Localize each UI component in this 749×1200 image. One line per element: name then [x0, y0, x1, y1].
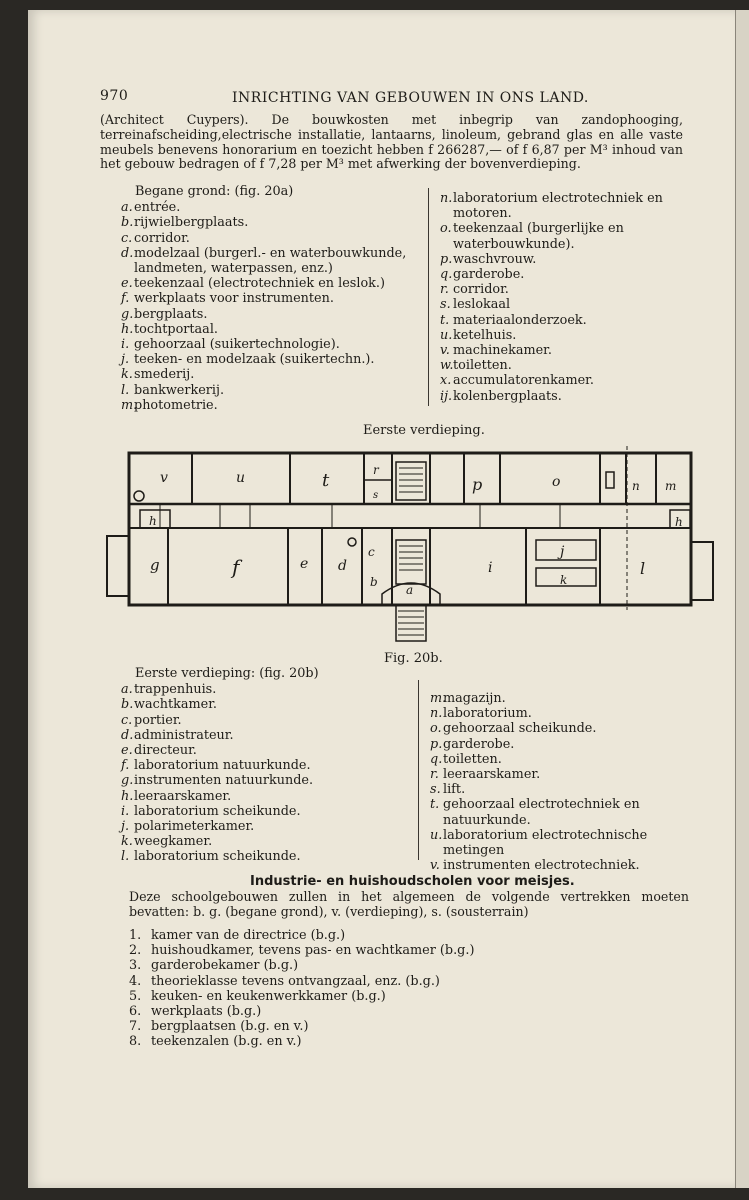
- column-divider: [428, 188, 429, 406]
- legend-key: 6.: [129, 1004, 142, 1020]
- legend-text: magazijn.: [443, 691, 506, 706]
- legend-text: wachtkamer.: [134, 697, 218, 713]
- legend-text: trappenhuis.: [134, 682, 217, 698]
- legend-text: teeken- en modelzaak (suikertechn.).: [134, 352, 375, 368]
- legend-key: i.: [121, 337, 130, 353]
- legend-item: [129, 989, 474, 1004]
- plan-label: h: [675, 515, 683, 529]
- legend-item: [121, 337, 417, 352]
- legend-item: [121, 682, 411, 697]
- floor-plan-drawing: [100, 446, 720, 646]
- legend-key: j.: [121, 352, 130, 368]
- legend-text: bankwerkerij.: [134, 382, 225, 398]
- plan-label: b: [370, 575, 378, 589]
- legend-item: [121, 383, 417, 398]
- legend-item: [129, 974, 474, 989]
- plan-label: j: [560, 544, 565, 560]
- plan-label: h: [149, 514, 157, 528]
- legend-text: gehoorzaal scheikunde.: [443, 721, 597, 737]
- legend-item: [440, 267, 708, 282]
- legend-item: [121, 291, 417, 306]
- legend-item: [440, 191, 708, 221]
- legend-key: o.: [430, 721, 442, 737]
- legend-key: u.: [430, 827, 443, 843]
- legend-key: n.: [430, 706, 443, 722]
- legend-text: accumulatorenkamer.: [453, 373, 594, 389]
- section-heading: Industrie- en huishoudscholen voor meisjes.: [250, 874, 575, 889]
- legend-item: [430, 858, 698, 873]
- legend-text: teekenzaal (electrotechniek en leslok.): [134, 276, 385, 292]
- legend-text: keuken- en keukenwerkkamer (b.g.): [151, 988, 386, 1004]
- legend-key: k.: [121, 834, 133, 850]
- legend-key: i.: [121, 803, 130, 819]
- legend-item: [430, 737, 698, 752]
- legend-text: laboratorium scheikunde.: [134, 849, 301, 865]
- legend-item: [121, 819, 411, 834]
- legend-item: [121, 713, 411, 728]
- first-floor-heading: Eerste verdieping: (fig. 20b): [135, 666, 319, 681]
- legend-key: g.: [121, 306, 134, 322]
- legend-key: h.: [121, 321, 134, 337]
- legend-text: laboratorium.: [443, 706, 532, 722]
- legend-key: 8.: [129, 1034, 142, 1050]
- legend-item: [121, 246, 417, 276]
- running-title: INRICHTING VAN GEBOUWEN IN ONS LAND.: [232, 90, 589, 106]
- legend-text: teekenzalen (b.g. en v.): [151, 1034, 302, 1050]
- legend-item: [121, 367, 417, 382]
- legend-text: garderobekamer (b.g.): [151, 958, 299, 974]
- section-paragraph: Deze schoolgebouwen zullen in het algemeen de volgende vertrekken moeten bevatten: b. g. (begane grond), v. (verdieping), s. (sousterrain): [129, 889, 689, 919]
- legend-key: b.: [121, 215, 134, 231]
- legend-item: [440, 358, 708, 373]
- legend-key: 4.: [129, 973, 142, 989]
- legend-text: laboratorium scheikunde.: [134, 803, 301, 819]
- legend-item: [121, 834, 411, 849]
- plan-label: l: [640, 559, 646, 578]
- legend-item: [121, 804, 411, 819]
- legend-key: 2.: [129, 943, 142, 959]
- legend-item: [121, 789, 411, 804]
- legend-key: e.: [121, 743, 133, 759]
- legend-key: ij.: [440, 388, 453, 404]
- legend-key: a.: [121, 200, 133, 216]
- plan-title: Eerste verdieping.: [363, 423, 485, 438]
- legend-text: bergplaats.: [134, 306, 208, 322]
- legend-item: [129, 943, 474, 958]
- legend-key: r.: [440, 282, 449, 298]
- legend-text: leslokaal: [453, 297, 511, 313]
- legend-key: w.: [440, 358, 454, 374]
- legend-text: kamer van de directrice (b.g.): [151, 928, 346, 943]
- plan-label: s: [373, 490, 379, 501]
- legend-text: toiletten.: [453, 358, 512, 374]
- legend-key: s.: [440, 297, 451, 313]
- legend-item: [440, 373, 708, 388]
- legend-key: t.: [440, 312, 450, 328]
- legend-key: a.: [121, 682, 133, 698]
- ground-floor-legend-left: [121, 184, 417, 413]
- legend-key: q.: [440, 267, 453, 283]
- room-list: [129, 928, 474, 1050]
- legend-text: garderobe.: [453, 267, 525, 283]
- plan-label: t: [322, 470, 330, 491]
- legend-text: laboratorium electrotechnische metingen: [443, 827, 648, 859]
- legend-key: s.: [430, 782, 441, 798]
- first-floor-legend-left: [121, 666, 411, 865]
- plan-label: e: [300, 556, 309, 572]
- legend-item: [121, 352, 417, 367]
- legend-item: [430, 721, 698, 736]
- legend-text: werkplaats (b.g.): [151, 1004, 262, 1020]
- plan-label: n: [632, 479, 640, 493]
- plan-label: g: [150, 556, 160, 574]
- legend-text: instrumenten electrotechniek.: [443, 858, 640, 874]
- column-divider: [418, 680, 419, 860]
- legend-text: huishoudkamer, tevens pas- en wachtkamer (b.g.): [151, 943, 475, 959]
- legend-item: [129, 1034, 474, 1049]
- floor-plan-figure: [100, 446, 720, 646]
- legend-item: [121, 773, 411, 788]
- legend-key: f.: [121, 291, 130, 307]
- legend-item: [440, 313, 708, 328]
- legend-text: weegkamer.: [134, 834, 213, 850]
- legend-key: d.: [121, 727, 134, 743]
- page-number: 970: [100, 88, 129, 104]
- legend-key: 1.: [129, 928, 142, 943]
- plan-label: u: [236, 470, 246, 486]
- plan-label: p: [472, 475, 483, 494]
- legend-text: tochtportaal.: [134, 321, 218, 337]
- legend-text: instrumenten natuurkunde.: [134, 773, 314, 789]
- legend-key: q.: [430, 751, 443, 767]
- legend-key: o.: [440, 221, 452, 237]
- legend-item: [129, 928, 474, 943]
- legend-key: n.: [440, 191, 453, 206]
- legend-text: directeur.: [134, 743, 197, 759]
- legend-text: modelzaal (burgerl.- en waterbouwkunde, landmeten, waterpassen, enz.): [134, 245, 407, 277]
- intro-paragraph: (Architect Cuypers). De bouwkosten met inbegrip van zandophooging, terreinafscheiding,electrische installatie, lantaarns, linoleum, gebrand glas en alle vaste meubels benevens honorarium en toezicht hebben f 266287,— of f 6,87 per M³ inhoud van het gebouw bedragen of f 7,28 per M³ met afwerking der bovenverdieping.: [100, 112, 683, 172]
- plan-label: m: [665, 479, 677, 493]
- plan-label: f: [232, 555, 240, 579]
- legend-item: [129, 1004, 474, 1019]
- legend-text: corridor.: [453, 282, 509, 298]
- legend-text: entrée.: [134, 200, 181, 216]
- legend-item: [440, 343, 708, 358]
- legend-key: c.: [121, 712, 133, 728]
- legend-item: [121, 398, 417, 413]
- legend-item: [440, 282, 708, 297]
- legend-key: f.: [121, 758, 130, 774]
- legend-item: [121, 215, 417, 230]
- first-floor-legend-right: [430, 691, 698, 873]
- legend-item: [430, 767, 698, 782]
- legend-text: laboratorium natuurkunde.: [134, 758, 311, 774]
- legend-text: leeraarskamer.: [443, 767, 541, 783]
- legend-key: b.: [121, 697, 134, 713]
- legend-key: v.: [430, 858, 440, 874]
- legend-key: e.: [121, 276, 133, 292]
- ground-floor-heading: Begane grond: (fig. 20a): [135, 184, 294, 199]
- legend-item: [430, 797, 698, 827]
- figure-caption: Fig. 20b.: [384, 651, 443, 666]
- legend-text: teekenzaal (burgerlijke en waterbouwkunde).: [453, 221, 624, 252]
- legend-item: [121, 758, 411, 773]
- legend-key: l.: [121, 382, 130, 398]
- legend-text: laboratorium electrotechniek en motoren.: [453, 191, 663, 222]
- plan-label: v: [160, 470, 168, 486]
- legend-key: l.: [121, 849, 130, 865]
- legend-item: [121, 743, 411, 758]
- legend-key: 5.: [129, 988, 142, 1004]
- legend-item: [121, 200, 417, 215]
- next-page-edge: [735, 10, 749, 1188]
- legend-key: m.: [121, 397, 138, 413]
- legend-item: [440, 252, 708, 267]
- legend-key: h.: [121, 788, 134, 804]
- legend-item: [121, 307, 417, 322]
- legend-item: [440, 389, 708, 404]
- legend-item: [129, 1019, 474, 1034]
- legend-key: u.: [440, 327, 453, 343]
- legend-text: corridor.: [134, 230, 190, 246]
- plan-label: i: [488, 560, 493, 576]
- legend-item: [430, 752, 698, 767]
- legend-text: administrateur.: [134, 727, 234, 743]
- legend-item: [440, 297, 708, 312]
- ground-floor-legend-right: [440, 191, 708, 404]
- legend-item: [121, 276, 417, 291]
- legend-item: [121, 231, 417, 246]
- legend-key: 3.: [129, 958, 142, 974]
- legend-text: leeraarskamer.: [134, 788, 232, 804]
- legend-text: polarimeterkamer.: [134, 819, 255, 835]
- page-header: [100, 88, 620, 108]
- legend-key: j.: [121, 819, 130, 835]
- legend-item: [121, 728, 411, 743]
- legend-key: x.: [440, 373, 452, 389]
- legend-text: gehoorzaal electrotechniek en natuurkunde.: [443, 797, 640, 828]
- legend-text: bergplaatsen (b.g. en v.): [151, 1019, 309, 1035]
- legend-key: t.: [430, 797, 440, 813]
- legend-key: 7.: [129, 1019, 142, 1035]
- legend-text: portier.: [134, 712, 182, 728]
- legend-key: r.: [430, 767, 439, 783]
- legend-key: m.: [430, 691, 447, 706]
- legend-text: machinekamer.: [453, 343, 552, 359]
- legend-text: theorieklasse tevens ontvangzaal, enz. (b.g.): [151, 973, 440, 989]
- legend-item: [121, 322, 417, 337]
- plan-label: o: [552, 474, 561, 490]
- legend-text: waschvrouw.: [453, 251, 537, 267]
- legend-item: [129, 958, 474, 973]
- legend-text: kolenbergplaats.: [453, 388, 562, 404]
- legend-item: [121, 697, 411, 712]
- legend-item: [430, 706, 698, 721]
- legend-item: [440, 221, 708, 251]
- legend-text: gehoorzaal (suikertechnologie).: [134, 337, 340, 353]
- plan-label: r: [373, 463, 379, 477]
- legend-text: rijwielbergplaats.: [134, 215, 249, 231]
- legend-text: photometrie.: [134, 397, 218, 413]
- legend-text: toiletten.: [443, 751, 502, 767]
- legend-key: g.: [121, 773, 134, 789]
- legend-text: materiaalonderzoek.: [453, 312, 587, 328]
- plan-label: c: [368, 545, 375, 559]
- legend-text: ketelhuis.: [453, 327, 517, 343]
- plan-label: a: [406, 583, 414, 597]
- legend-key: c.: [121, 230, 133, 246]
- legend-text: garderobe.: [443, 736, 515, 752]
- legend-item: [430, 691, 698, 706]
- legend-key: p.: [440, 251, 453, 267]
- legend-key: k.: [121, 367, 133, 383]
- legend-key: d.: [121, 245, 134, 261]
- legend-key: v.: [440, 343, 450, 359]
- plan-label: d: [338, 558, 347, 574]
- legend-item: [430, 782, 698, 797]
- legend-text: lift.: [443, 782, 466, 798]
- legend-text: smederij.: [134, 367, 195, 383]
- plan-label: k: [560, 573, 568, 587]
- legend-item: [430, 828, 698, 858]
- legend-item: [440, 328, 708, 343]
- legend-item: [121, 849, 411, 864]
- legend-key: p.: [430, 736, 443, 752]
- legend-text: werkplaats voor instrumenten.: [134, 291, 334, 307]
